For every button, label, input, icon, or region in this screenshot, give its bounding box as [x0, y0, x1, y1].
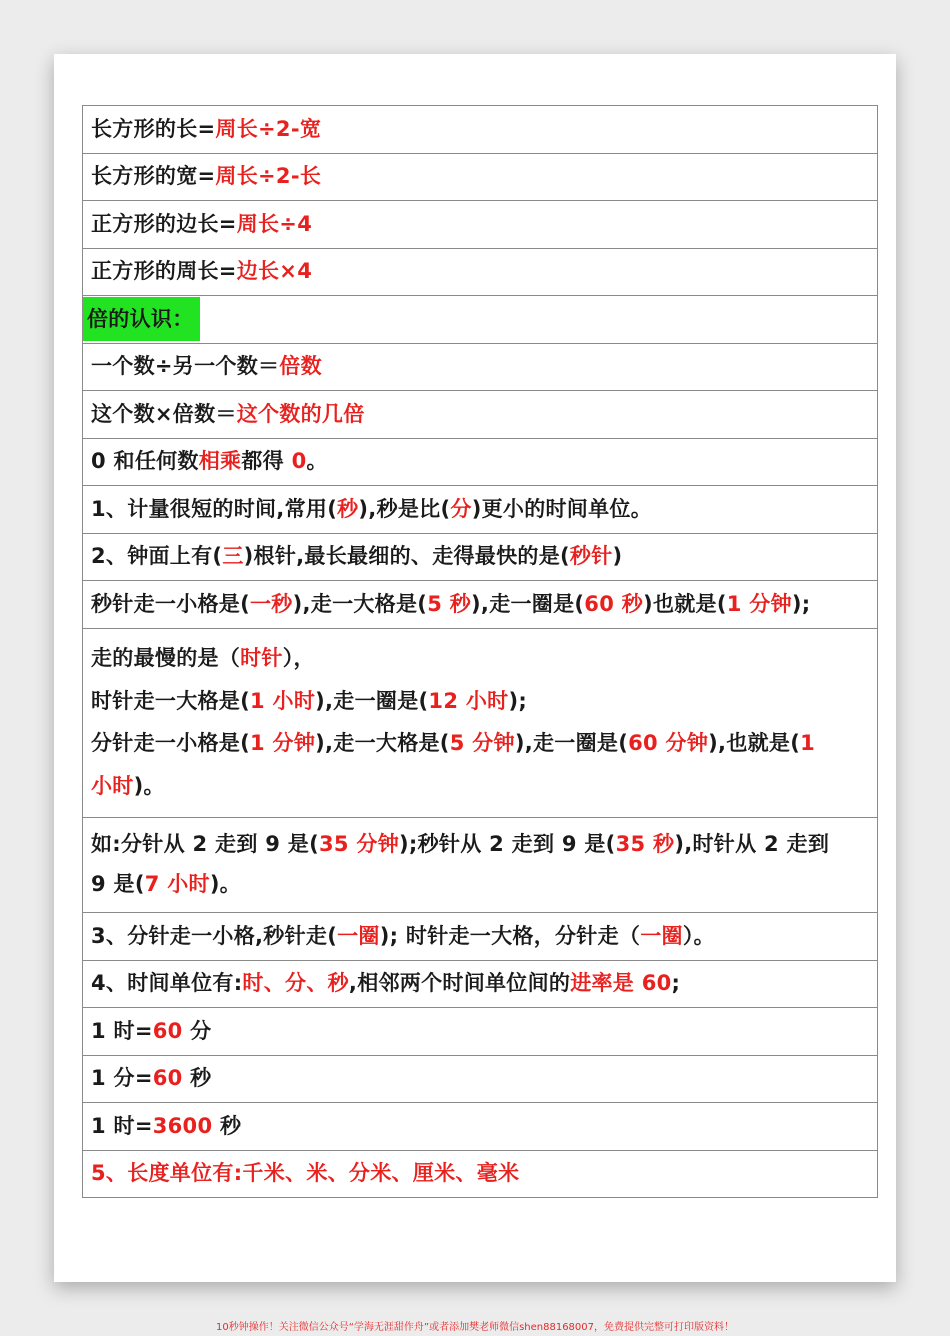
body-text: 时针走一大格是(: [91, 688, 250, 713]
text-line: [91, 212, 869, 237]
text-line: [91, 497, 869, 522]
body-text: ),走一圈是(: [514, 731, 629, 756]
emphasis-text: 60 秒: [584, 591, 644, 616]
body-text: ;: [671, 971, 681, 996]
text-line: [91, 1161, 869, 1186]
text-line: [91, 544, 869, 569]
formula-table: [82, 105, 878, 1198]
emphasis-text: 三: [222, 544, 244, 569]
text-line: [91, 1114, 869, 1139]
table-row: [83, 961, 877, 1009]
emphasis-text: 12 小时: [428, 688, 509, 713]
body-text: ），: [282, 645, 315, 670]
body-text: 1 分=: [91, 1066, 153, 1091]
emphasis-text: 秒针: [569, 544, 613, 569]
body-text: ); 时针走一大格，分针走（: [379, 923, 641, 948]
table-row: [83, 391, 877, 439]
emphasis-text: 相乘: [198, 449, 242, 474]
emphasis-text: 1 分钟: [250, 731, 316, 756]
body-text: ),时针从 2 走到: [674, 832, 830, 857]
body-text: 2、钟面上有(: [91, 544, 223, 569]
text-line: [91, 924, 869, 949]
emphasis-text: 周长÷2-长: [215, 164, 322, 189]
body-text: )根针,最长最细的、走得最快的是(: [243, 544, 570, 569]
emphasis-text: 1 小时: [250, 688, 316, 713]
table-row: [83, 534, 877, 582]
emphasis-text: 7 小时: [144, 872, 210, 897]
body-text: ）。: [682, 923, 715, 948]
highlighted-heading: 倍的认识：: [83, 297, 200, 341]
body-text: ),走一圈是(: [471, 591, 585, 616]
body-text: ),走一大格是(: [315, 731, 450, 756]
emphasis-text: 1 分钟: [726, 591, 792, 616]
body-text: 4、时间单位有:: [91, 971, 243, 996]
body-text: )更小的时间单位。: [471, 496, 652, 521]
body-text: )。: [133, 773, 165, 798]
body-text: ),走一大格是(: [292, 591, 428, 616]
emphasis-text: 3600: [152, 1113, 213, 1138]
table-row: [83, 439, 877, 487]
emphasis-text: 千米、米、分米、厘米、毫米: [242, 1161, 520, 1186]
table-row: [83, 154, 877, 202]
emphasis-text: 0: [291, 449, 307, 474]
table-row: [83, 1103, 877, 1151]
body-text: 长方形的宽=: [91, 164, 216, 189]
emphasis-text: 一圈: [640, 923, 683, 948]
text-line: [91, 872, 869, 897]
table-row: [83, 1056, 877, 1104]
body-text: ),走一圈是(: [315, 688, 429, 713]
table-row: [83, 344, 877, 392]
body-text: 正方形的边长=: [91, 211, 237, 236]
table-row: [83, 913, 877, 961]
body-text: ): [612, 544, 623, 569]
text-line: [91, 164, 869, 189]
emphasis-text: 时、分、秒: [242, 971, 349, 996]
body-text: 一个数÷另一个数＝: [91, 354, 280, 379]
text-line: [91, 449, 869, 474]
body-text: 秒针走一小格是(: [91, 591, 250, 616]
body-text: 9 是(: [91, 872, 145, 897]
text-line: [91, 832, 869, 857]
emphasis-text: 一秒: [250, 591, 293, 616]
text-line: [87, 297, 869, 341]
emphasis-text: 小时: [91, 773, 134, 798]
table-row: [83, 581, 877, 629]
body-text: 分: [182, 1018, 212, 1043]
table-row: [83, 249, 877, 297]
body-text: 分针走一小格是(: [91, 731, 250, 756]
emphasis-text: 时针: [240, 645, 283, 670]
body-text: 。: [306, 449, 328, 474]
text-line: [91, 1066, 869, 1091]
emphasis-text: 边长×4: [236, 259, 313, 284]
emphasis-text: 秒: [337, 496, 359, 521]
table-row: [83, 296, 877, 344]
emphasis-text: 5 秒: [427, 591, 472, 616]
body-text: );秒针从 2 走到 9 是(: [399, 832, 616, 857]
text-line: [91, 731, 869, 756]
text-line: [91, 592, 869, 617]
emphasis-text: 5、长度单位有:: [91, 1161, 243, 1186]
text-line: [91, 774, 869, 799]
body-text: 秒: [212, 1113, 242, 1138]
body-text: )也就是(: [643, 591, 727, 616]
emphasis-text: 60 分钟: [628, 731, 709, 756]
text-line: [91, 117, 869, 142]
table-row: [83, 486, 877, 534]
body-text: ),也就是(: [708, 731, 801, 756]
emphasis-text: 35 分钟: [318, 832, 400, 857]
emphasis-text: 60: [152, 1018, 183, 1043]
footer-notice: 10秒钟操作！关注微信公众号“学海无涯甜作舟”或者添加樊老师微信shen88168007，免费提供完整可打印版资料！: [215, 1322, 735, 1333]
body-text: ),秒是比(: [358, 496, 451, 521]
table-row: [83, 1151, 877, 1199]
emphasis-text: 倍数: [279, 354, 322, 379]
emphasis-text: 分: [450, 496, 472, 521]
body-text: 0 和任何数: [91, 449, 199, 474]
emphasis-text: 周长÷2-宽: [215, 116, 322, 141]
body-text: 1、计量很短的时间,常用(: [91, 496, 338, 521]
body-text: 如:分针从 2 走到 9 是(: [91, 832, 319, 857]
emphasis-text: 一圈: [337, 923, 380, 948]
body-text: );: [508, 688, 528, 713]
emphasis-text: 35 秒: [615, 832, 675, 857]
body-text: 1 时=: [91, 1113, 153, 1138]
table-row: [83, 1008, 877, 1056]
emphasis-text: 这个数的几倍: [236, 401, 365, 426]
body-text: 都得: [241, 449, 292, 474]
body-text: 秒: [182, 1066, 212, 1091]
table-row: [83, 629, 877, 818]
body-text: ,相邻两个时间单位间的: [348, 971, 571, 996]
emphasis-text: 周长÷4: [236, 211, 313, 236]
text-line: [91, 259, 869, 284]
body-text: 这个数×倍数＝: [91, 401, 237, 426]
text-line: [91, 971, 869, 996]
body-text: 3、分针走一小格,秒针走(: [91, 923, 338, 948]
text-line: [91, 402, 869, 427]
body-text: );: [791, 591, 811, 616]
emphasis-text: 5 分钟: [449, 731, 515, 756]
body-text: 1 时=: [91, 1018, 153, 1043]
body-text: 走的最慢的是（: [91, 645, 241, 670]
emphasis-text: 60: [152, 1066, 183, 1091]
document-page: [54, 54, 896, 1282]
text-line: [91, 646, 869, 671]
body-text: )。: [209, 872, 242, 897]
table-row: [83, 106, 877, 154]
body-text: 正方形的周长=: [91, 259, 237, 284]
text-line: [91, 354, 869, 379]
table-row: [83, 201, 877, 249]
table-row: [83, 818, 877, 914]
text-line: [91, 1019, 869, 1044]
emphasis-text: 1: [800, 731, 816, 756]
body-text: 长方形的长=: [91, 116, 216, 141]
text-line: [91, 689, 869, 714]
emphasis-text: 进率是 60: [570, 971, 672, 996]
